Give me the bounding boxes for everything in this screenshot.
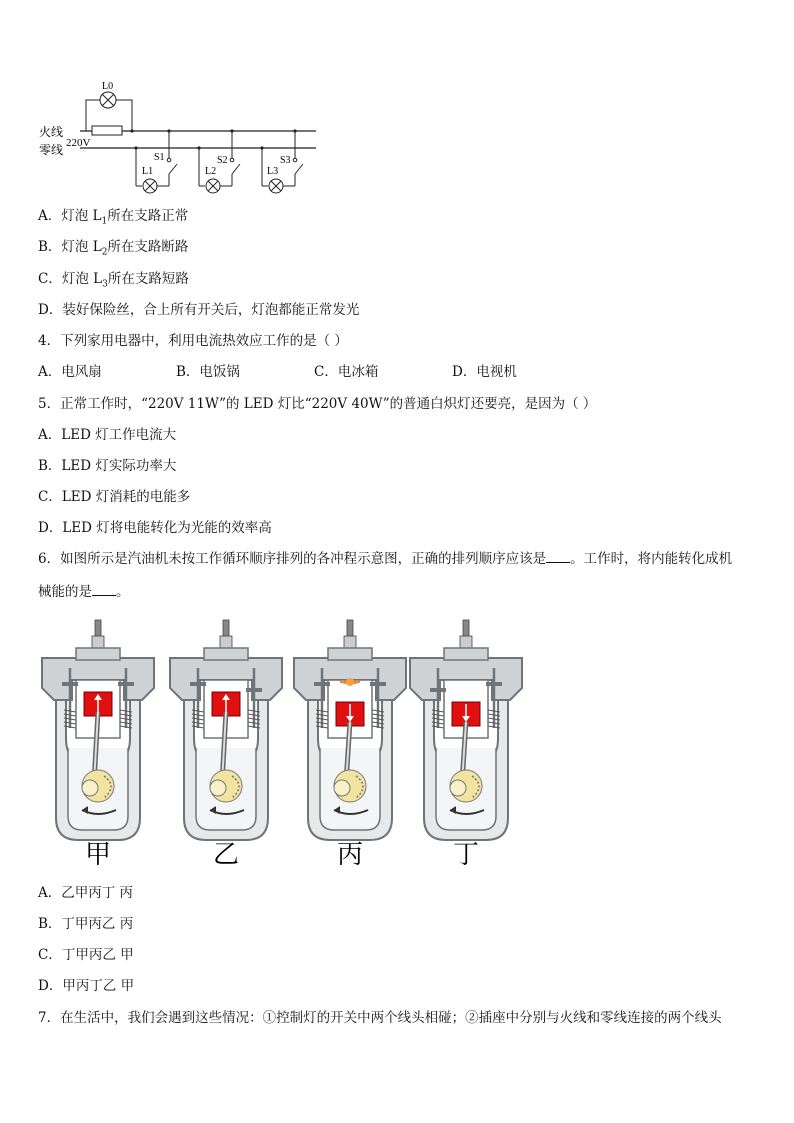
circuit-svg	[36, 76, 336, 201]
l3-label: L3	[267, 166, 279, 177]
engine-svg	[38, 618, 528, 868]
engine-4	[410, 620, 522, 868]
engine-1	[42, 620, 154, 868]
circuit-diagram	[36, 76, 336, 201]
engine-label-3: 丙	[336, 840, 364, 868]
switch-s2-icon	[232, 164, 240, 174]
q4-option-b: B．电饭锅	[176, 364, 240, 380]
q6-option-c: C．丁甲丙乙 甲	[38, 947, 134, 963]
q4-option-c: C．电冰箱	[314, 364, 379, 380]
q5-option-a: A．LED 灯工作电流大	[38, 427, 177, 443]
neutral-label: 零线	[39, 143, 64, 157]
q4-option-a: A．电风扇	[38, 364, 102, 380]
q6-stem-line2: 械能的是 。	[38, 584, 130, 600]
fuse-icon	[92, 126, 122, 135]
switch-s1-icon	[169, 164, 177, 174]
q6-stem-line1: 6．如图所示是汽油机未按工作循环顺序排列的各冲程示意图，正确的排列顺序应该是 。工作时，将内能转化成机	[38, 551, 733, 567]
switch-s3-icon	[295, 164, 303, 174]
q6-option-d: D．甲丙丁乙 甲	[38, 978, 135, 994]
engine-2	[170, 620, 282, 868]
s2-label: S2	[217, 155, 228, 166]
answer-blank-1	[546, 550, 570, 563]
answer-blank-2	[92, 583, 116, 596]
engine-label-4: 丁	[452, 840, 480, 868]
q6-option-a: A．乙甲丙丁 丙	[38, 885, 134, 901]
s1-label: S1	[154, 152, 165, 163]
q7-stem: 7．在生活中，我们会遇到这些情况：①控制灯的开关中两个线头相碰；②插座中分别与火线和零线连接的两个线头	[38, 1010, 722, 1026]
live-label: 火线	[39, 125, 64, 139]
q4-options	[38, 363, 517, 381]
l0-label: L0	[102, 81, 114, 92]
q3-option-c: C．灯泡 $L_3$所在支路短路	[38, 271, 189, 290]
q5-stem: 5．正常工作时，“220V 11W”的 LED 灯比“220V 40W”的普通白炽灯还要亮，是因为（ ）	[38, 396, 597, 412]
engine-label-2: 乙	[212, 840, 240, 868]
q4-option-d: D．电视机	[452, 364, 517, 380]
q5-option-b: B．LED 灯实际功率大	[38, 458, 177, 474]
voltage-label: 220V	[66, 137, 91, 149]
q5-option-d: D．LED 灯将电能转化为光能的效率高	[38, 520, 272, 536]
l1-label: L1	[142, 166, 154, 177]
q3-option-d: D．装好保险丝，合上所有开关后，灯泡都能正常发光	[38, 302, 360, 318]
q3-option-b: B．灯泡 $L_2$所在支路断路	[38, 239, 189, 258]
engine-label-1: 甲	[84, 840, 112, 868]
q5-option-c: C．LED 灯消耗的电能多	[38, 489, 191, 505]
q3-option-a: A．灯泡 $L_1$所在支路正常	[38, 208, 189, 227]
engine-diagrams	[38, 618, 528, 868]
l2-label: L2	[205, 166, 217, 177]
engine-3	[294, 620, 406, 868]
q6-option-b: B．丁甲丙乙 丙	[38, 916, 134, 932]
s3-label: S3	[280, 155, 291, 166]
q4-stem: 4．下列家用电器中，利用电流热效应工作的是（ ）	[38, 333, 348, 349]
